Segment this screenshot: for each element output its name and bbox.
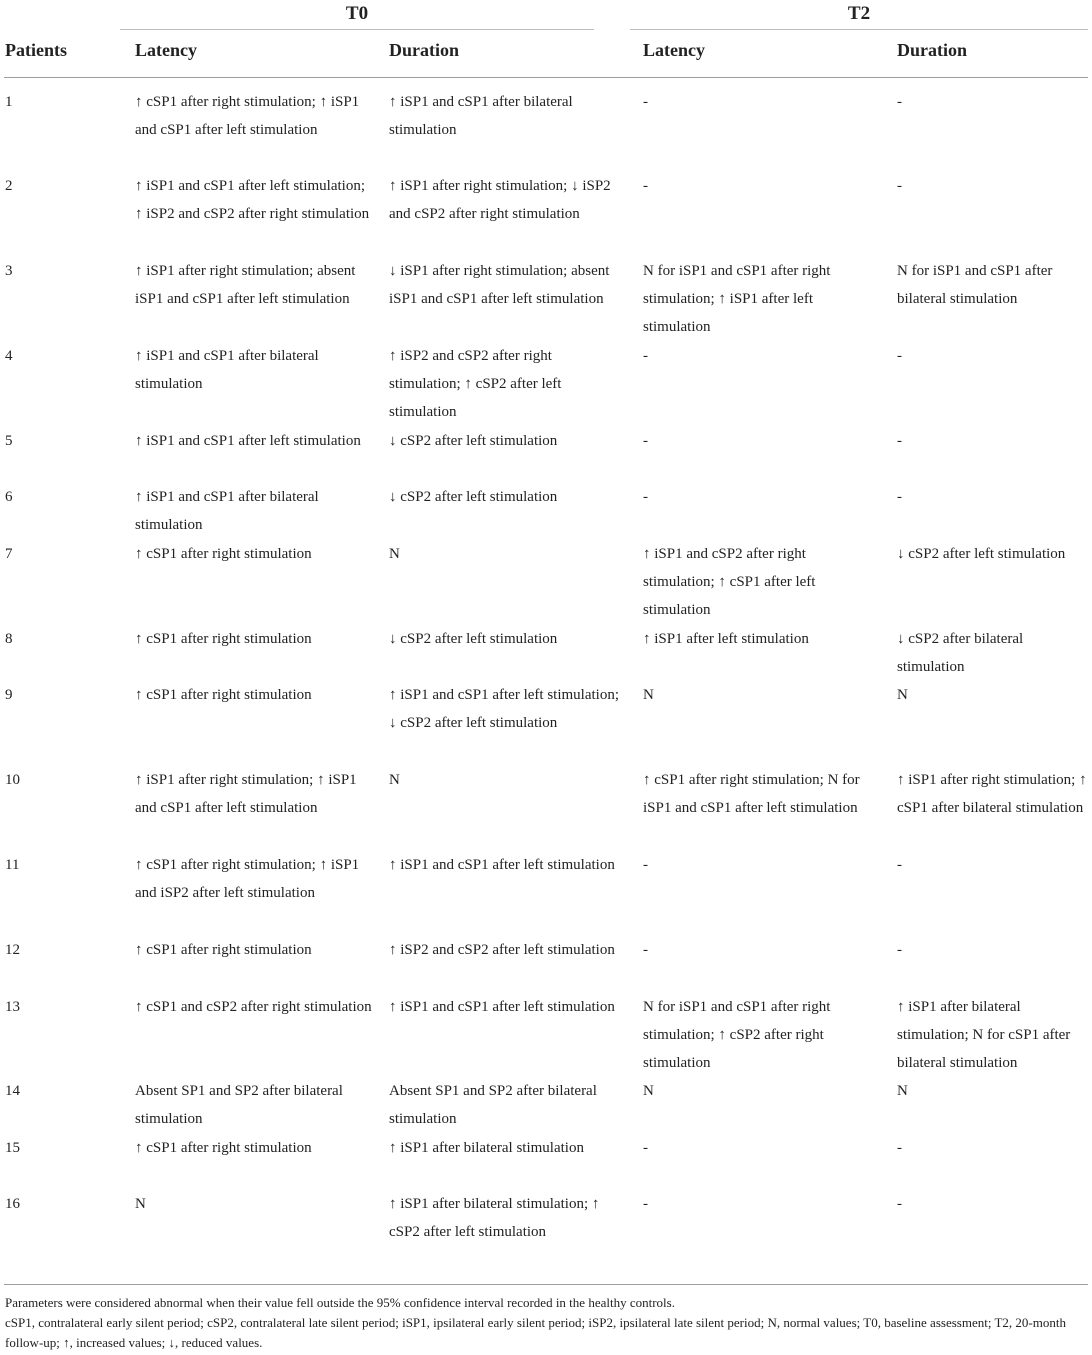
group-header-t0: T0	[345, 3, 369, 24]
t2-duration-cell: ↑ iSP1 after right stimulation; ↑ cSP1 after bilateral stimulation	[897, 772, 1087, 816]
t0-latency-cell: ↑ iSP1 and cSP1 after bilateral stimulation	[135, 489, 319, 533]
t0-duration-cell: ↓ iSP1 after right stimulation; absent iSP1 and cSP1 after left stimulation	[389, 263, 610, 307]
t2-latency-cell: -	[643, 942, 648, 958]
t2-latency-cell: N	[643, 1083, 654, 1099]
t2-latency-cell: N for iSP1 and cSP1 after right stimulation; ↑ iSP1 after left stimulation	[643, 263, 831, 335]
t0-duration-cell: N	[389, 546, 400, 562]
t0-latency-cell: N	[135, 1196, 146, 1212]
patient-id: 1	[5, 94, 13, 110]
column-header-t0-duration: Duration	[389, 40, 460, 60]
t2-latency-cell: ↑ iSP1 after left stimulation	[643, 631, 809, 647]
t0-latency-cell: ↑ iSP1 after right stimulation; ↑ iSP1 and cSP1 after left stimulation	[135, 772, 357, 816]
t0-latency-cell: ↑ cSP1 and cSP2 after right stimulation	[135, 999, 372, 1015]
column-header-t2-duration: Duration	[897, 40, 968, 60]
t2-duration-cell: -	[897, 857, 902, 873]
t2-latency-cell: -	[643, 94, 648, 110]
footnote-abbreviations: cSP1, contralateral early silent period; cSP2, contralateral late silent period; iSP1, ipsilateral early silent period; iSP2, ipsilateral late silent period; N, normal values; T0, baseline assessment; T2, 20-month follow-up; ↑, increased values; ↓, reduced values.	[5, 1315, 1066, 1350]
patient-id: 10	[5, 772, 20, 788]
t0-duration-cell: ↓ cSP2 after left stimulation	[389, 631, 558, 647]
table-row	[0, 427, 1092, 483]
t0-duration-cell: ↑ iSP1 and cSP1 after left stimulation	[389, 999, 615, 1015]
t0-latency-cell: ↑ cSP1 after right stimulation	[135, 1140, 312, 1156]
t0-duration-cell: ↓ cSP2 after left stimulation	[389, 433, 558, 449]
t0-latency-cell: ↑ cSP1 after right stimulation; ↑ iSP1 and iSP2 after left stimulation	[135, 857, 360, 901]
t2-duration-cell: ↑ iSP1 after bilateral stimulation; N for cSP1 after bilateral stimulation	[897, 999, 1071, 1071]
t2-duration-cell: -	[897, 433, 902, 449]
patient-id: 5	[5, 433, 13, 449]
group-rule-t0	[120, 29, 594, 30]
t0-duration-cell: ↑ iSP1 and cSP1 after left stimulation; ↓ cSP2 after left stimulation	[389, 687, 619, 731]
t2-duration-cell: ↓ cSP2 after bilateral stimulation	[897, 631, 1024, 675]
table-row	[0, 342, 1092, 427]
table-row	[0, 766, 1092, 851]
table-row	[0, 1077, 1092, 1134]
t2-duration-cell: N	[897, 1083, 908, 1099]
t2-duration-cell: N for iSP1 and cSP1 after bilateral stimulation	[897, 263, 1053, 307]
t2-latency-cell: -	[643, 178, 648, 194]
t2-latency-cell: -	[643, 348, 648, 364]
t0-latency-cell: ↑ iSP1 after right stimulation; absent iSP1 and cSP1 after left stimulation	[135, 263, 356, 307]
table-body	[0, 88, 1092, 1275]
column-header-patients: Patients	[5, 40, 67, 60]
t2-duration-cell: -	[897, 178, 902, 194]
t2-latency-cell: -	[643, 1196, 648, 1212]
t2-duration-cell: -	[897, 489, 902, 505]
footnote-criteria: Parameters were considered abnormal when their value fell outside the 95% confidence interval recorded in the healthy controls.	[5, 1295, 675, 1310]
patient-id: 15	[5, 1140, 20, 1156]
table-row	[0, 681, 1092, 766]
t2-duration-cell: -	[897, 348, 902, 364]
t2-latency-cell: N for iSP1 and cSP1 after right stimulation; ↑ cSP2 after right stimulation	[643, 999, 831, 1071]
t0-latency-cell: ↑ cSP1 after right stimulation	[135, 631, 312, 647]
patient-id: 9	[5, 687, 13, 703]
t0-duration-cell: ↑ iSP1 and cSP1 after left stimulation	[389, 857, 615, 873]
table-row	[0, 993, 1092, 1077]
column-header-t0-latency: Latency	[135, 40, 197, 60]
t0-duration-cell: ↑ iSP1 after right stimulation; ↓ iSP2 and cSP2 after right stimulation	[389, 178, 611, 222]
patient-id: 6	[5, 489, 13, 505]
t2-latency-cell: ↑ cSP1 after right stimulation; N for iSP1 and cSP1 after left stimulation	[643, 772, 860, 816]
t0-latency-cell: ↑ iSP1 and cSP1 after left stimulation	[135, 433, 361, 449]
t0-duration-cell: ↑ iSP2 and cSP2 after left stimulation	[389, 942, 615, 958]
column-header-t2-latency: Latency	[643, 40, 705, 60]
t2-latency-cell: -	[643, 1140, 648, 1156]
t2-latency-cell: N	[643, 687, 654, 703]
patient-id: 2	[5, 178, 13, 194]
t0-latency-cell: ↑ iSP1 and cSP1 after bilateral stimulation	[135, 348, 319, 392]
table-row	[0, 257, 1092, 342]
t2-duration-cell: -	[897, 1140, 902, 1156]
t0-duration-cell: ↑ iSP1 after bilateral stimulation; ↑ cSP2 after left stimulation	[389, 1196, 600, 1240]
t0-duration-cell: Absent SP1 and SP2 after bilateral stimulation	[389, 1083, 597, 1127]
t0-latency-cell: ↑ cSP1 after right stimulation	[135, 687, 312, 703]
table-row	[0, 172, 1092, 257]
table-footnotes	[5, 1293, 1089, 1353]
table-row	[0, 851, 1092, 936]
t0-latency-cell: ↑ cSP1 after right stimulation; ↑ iSP1 and cSP1 after left stimulation	[135, 94, 360, 138]
t2-duration-cell: N	[897, 687, 908, 703]
patient-id: 12	[5, 942, 20, 958]
group-header-t2: T2	[847, 3, 871, 24]
t2-latency-cell: -	[643, 433, 648, 449]
t2-latency-cell: -	[643, 489, 648, 505]
patient-id: 4	[5, 348, 13, 364]
t0-latency-cell: ↑ cSP1 after right stimulation	[135, 546, 312, 562]
t0-latency-cell: ↑ cSP1 after right stimulation	[135, 942, 312, 958]
table-row	[0, 1190, 1092, 1275]
patient-id: 11	[5, 857, 20, 873]
patient-id: 8	[5, 631, 13, 647]
table-row	[0, 936, 1092, 993]
table-bottom-rule	[4, 1284, 1088, 1285]
t2-duration-cell: -	[897, 1196, 902, 1212]
group-rule-t2	[630, 29, 1088, 30]
t0-latency-cell: Absent SP1 and SP2 after bilateral stimulation	[135, 1083, 343, 1127]
t0-duration-cell: ↓ cSP2 after left stimulation	[389, 489, 558, 505]
table-row	[0, 483, 1092, 540]
table-row	[0, 540, 1092, 625]
table-row	[0, 625, 1092, 681]
t0-duration-cell: N	[389, 772, 400, 788]
t2-latency-cell: -	[643, 857, 648, 873]
patient-id: 14	[5, 1083, 20, 1099]
t2-duration-cell: -	[897, 94, 902, 110]
t2-latency-cell: ↑ iSP1 and cSP2 after right stimulation; ↑ cSP1 after left stimulation	[643, 546, 816, 618]
patient-id: 3	[5, 263, 13, 279]
t0-duration-cell: ↑ iSP1 after bilateral stimulation	[389, 1140, 584, 1156]
patient-id: 13	[5, 999, 20, 1015]
t0-latency-cell: ↑ iSP1 and cSP1 after left stimulation; ↑ iSP2 and cSP2 after right stimulation	[135, 178, 370, 222]
header-divider	[4, 77, 1088, 78]
t2-duration-cell: -	[897, 942, 902, 958]
t0-duration-cell: ↑ iSP1 and cSP1 after bilateral stimulation	[389, 94, 573, 138]
t0-duration-cell: ↑ iSP2 and cSP2 after right stimulation; ↑ cSP2 after left stimulation	[389, 348, 562, 420]
patient-id: 7	[5, 546, 13, 562]
table-row	[0, 88, 1092, 172]
t2-duration-cell: ↓ cSP2 after left stimulation	[897, 546, 1066, 562]
table-row	[0, 1134, 1092, 1190]
patient-id: 16	[5, 1196, 20, 1212]
